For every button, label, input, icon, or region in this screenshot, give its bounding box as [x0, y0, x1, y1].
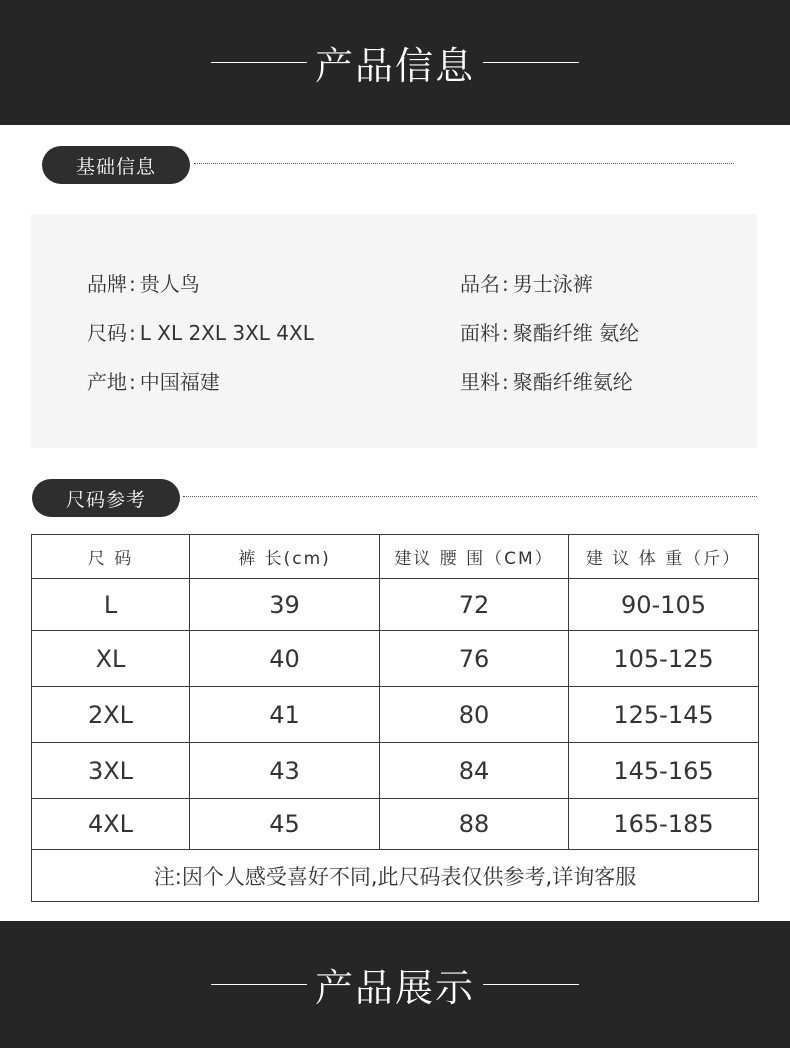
table-cell: 43	[190, 743, 380, 799]
table-header-row	[32, 535, 759, 579]
header-cell-weight: 建 议 体 重（斤）	[569, 535, 759, 579]
info-key: 产地	[87, 370, 127, 394]
header-cell-waist: 建议 腰 围（CM）	[380, 535, 569, 579]
size-chart-note: 注:因个人感受喜好不同,此尺码表仅供参考,详询客服	[32, 850, 759, 902]
footer-banner	[0, 921, 790, 1048]
header-cell-length: 裤 长(cm)	[190, 535, 380, 579]
info-brand: 品牌 : 贵人鸟	[87, 272, 200, 296]
table-row	[32, 631, 759, 687]
size-chart-divider	[183, 496, 757, 497]
table-cell: XL	[32, 631, 190, 687]
table-cell: 45	[190, 799, 380, 850]
table-cell: 90-105	[569, 579, 759, 631]
table-cell: 4XL	[32, 799, 190, 850]
info-value: 贵人鸟	[139, 272, 200, 296]
info-value: L XL 2XL 3XL 4XL	[139, 321, 314, 345]
title-right-line	[483, 984, 579, 985]
section-title-showcase: 产品展示	[314, 966, 475, 1010]
table-cell: 88	[380, 799, 569, 850]
info-value: 聚酯纤维 氨纶	[512, 321, 640, 345]
info-value: 中国福建	[139, 370, 220, 394]
info-sizes: 尺码 : L XL 2XL 3XL 4XL	[87, 321, 314, 345]
table-cell: 76	[380, 631, 569, 687]
basic-info-divider	[194, 163, 734, 164]
page-title: 产品信息	[314, 44, 475, 88]
table-cell: 39	[190, 579, 380, 631]
info-product-name: 品名 : 男士泳裤	[460, 272, 593, 296]
basic-info-label: 基础信息	[42, 146, 190, 184]
size-chart-label: 尺码参考	[32, 479, 180, 517]
table-cell: 105-125	[569, 631, 759, 687]
table-cell: L	[32, 579, 190, 631]
table-cell: 125-145	[569, 687, 759, 743]
table-cell: 2XL	[32, 687, 190, 743]
info-fabric: 面料 : 聚酯纤维 氨纶	[460, 321, 640, 345]
table-cell: 84	[380, 743, 569, 799]
table-row	[32, 743, 759, 799]
table-cell: 145-165	[569, 743, 759, 799]
table-note-row	[32, 850, 759, 902]
table-cell: 165-185	[569, 799, 759, 850]
table-cell: 40	[190, 631, 380, 687]
header-cell-size: 尺 码	[32, 535, 190, 579]
info-key: 品名	[460, 272, 500, 296]
table-cell: 80	[380, 687, 569, 743]
table-row	[32, 687, 759, 743]
info-key: 里料	[460, 370, 500, 394]
table-row	[32, 799, 759, 850]
info-lining: 里料 : 聚酯纤维氨纶	[460, 370, 633, 394]
info-value: 男士泳裤	[512, 272, 593, 296]
basic-info-panel	[31, 214, 757, 448]
info-value: 聚酯纤维氨纶	[512, 370, 633, 394]
table-cell: 72	[380, 579, 569, 631]
table-cell: 41	[190, 687, 380, 743]
title-left-line	[211, 62, 307, 63]
title-right-line	[483, 62, 579, 63]
info-origin: 产地 : 中国福建	[87, 370, 220, 394]
info-key: 尺码	[87, 321, 127, 345]
info-key: 品牌	[87, 272, 127, 296]
size-chart-table	[31, 534, 759, 902]
title-left-line	[211, 984, 307, 985]
header-banner	[0, 0, 790, 125]
info-key: 面料	[460, 321, 500, 345]
table-row	[32, 579, 759, 631]
table-cell: 3XL	[32, 743, 190, 799]
